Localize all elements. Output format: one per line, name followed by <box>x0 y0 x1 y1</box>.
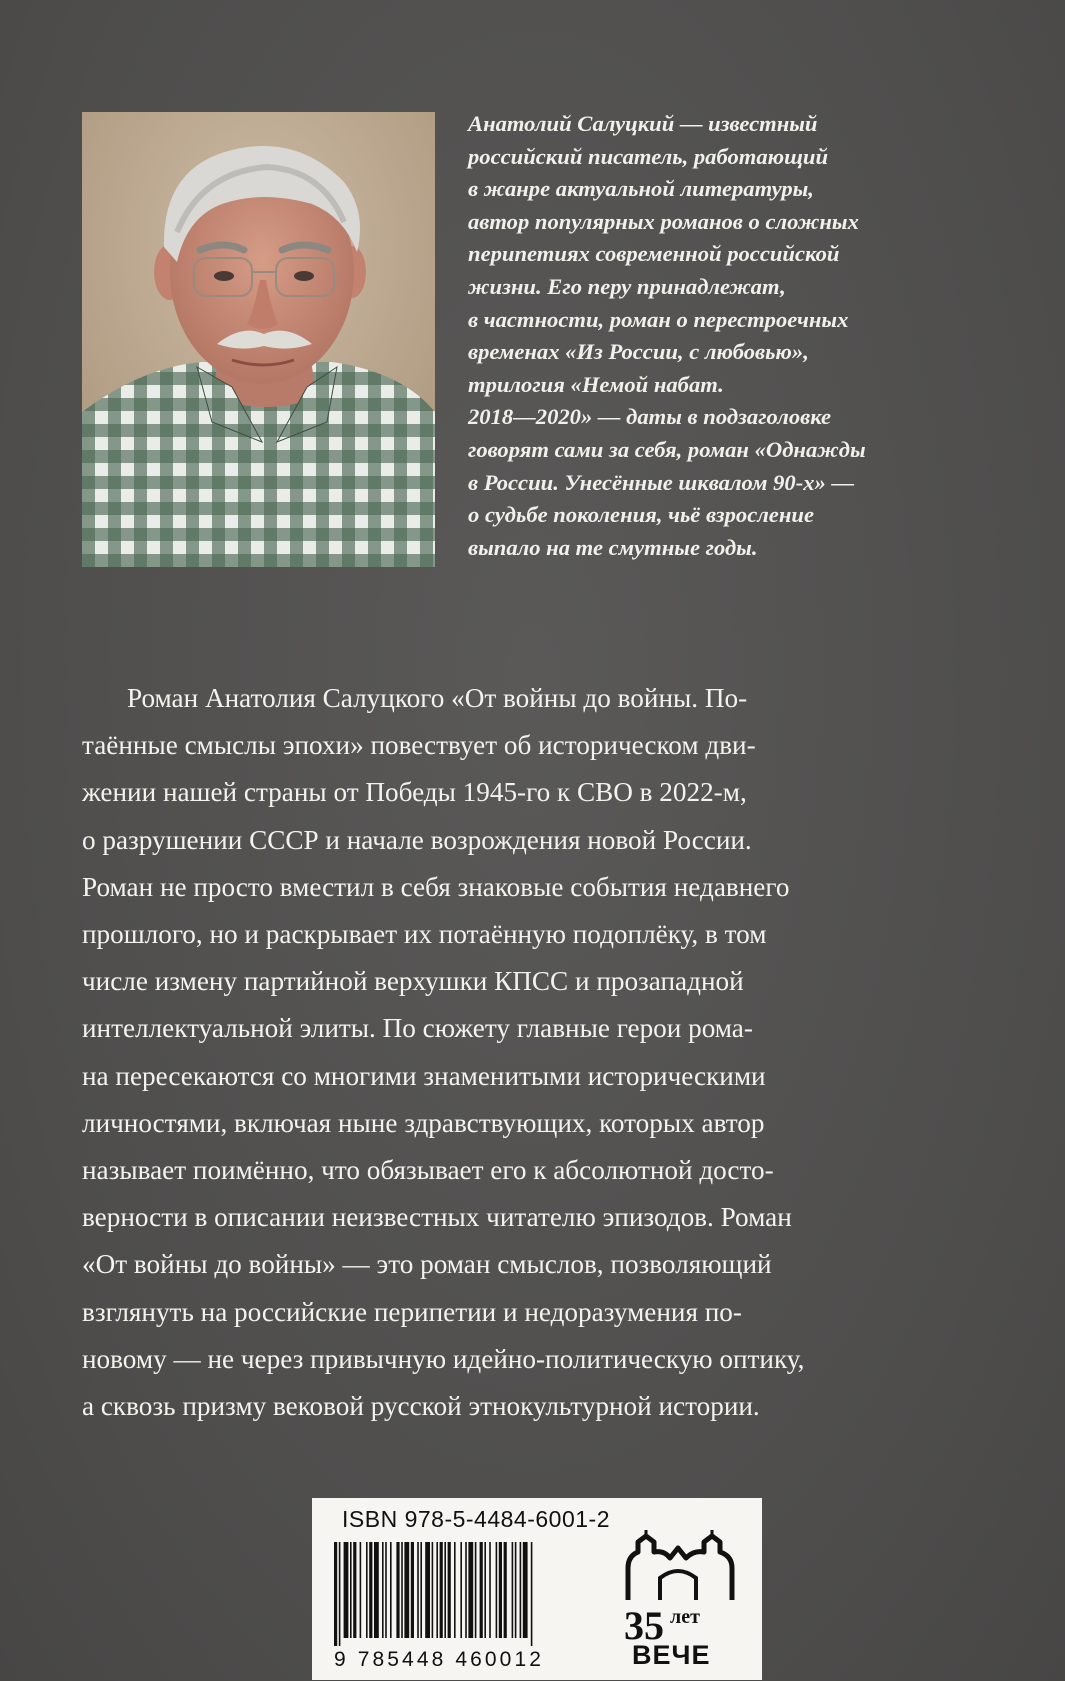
publisher-name: ВЕЧЕ <box>632 1640 711 1670</box>
annotation-line: прошлого, но и раскрывает их потаённую подоплёку, в том <box>82 919 767 950</box>
barcode-bar <box>475 1542 477 1638</box>
barcode-bar <box>515 1542 517 1638</box>
barcode-bar <box>390 1542 392 1638</box>
bio-line: временах «Из России, с любовью», <box>468 339 809 365</box>
barcode-bar <box>360 1542 362 1638</box>
annotation-line: жении нашей страны от Победы 1945-го к СВО в 2022-м, <box>82 777 747 808</box>
barcode-bar <box>404 1542 409 1638</box>
barcode-bar <box>401 1542 403 1638</box>
barcode-bar <box>454 1542 456 1638</box>
barcode-bar <box>432 1542 434 1638</box>
isbn-label: ISBN 978-5-4484-6001-2 <box>342 1506 610 1532</box>
annotation-line: Роман не просто вместил в себя знаковые события недавнего <box>82 871 790 902</box>
barcode-bar <box>334 1542 337 1646</box>
barcode-bar <box>425 1542 430 1638</box>
bio-line: выпало на те смутные годы. <box>468 534 758 560</box>
barcode-bar <box>374 1542 379 1638</box>
barcode-bar <box>520 1542 522 1638</box>
bio-line: в России. Унесённые шквалом 90-х» — <box>468 469 855 495</box>
annotation-line: числе измену партийной верхушки КПСС и прозападной <box>82 966 744 997</box>
annotation-line: о разрушении СССР и начале возрождения новой России. <box>82 824 752 855</box>
bio-line: в частности, роман о перестроечных <box>468 306 849 332</box>
barcode-bar <box>499 1542 502 1638</box>
barcode-bar <box>382 1542 384 1638</box>
publisher-years-label: лет <box>670 1606 700 1628</box>
bio-line: Анатолий Салуцкий — известный <box>468 111 818 136</box>
bio-line: говорят сами за себя, роман «Однажды <box>468 436 866 462</box>
annotation-line: взглянуть на российские перипетии и недоразумения по- <box>82 1296 742 1327</box>
barcode-bar <box>385 1542 387 1638</box>
barcode-bar <box>460 1542 462 1638</box>
barcode-bars <box>326 1542 616 1646</box>
publisher-logo-icon <box>620 1528 740 1606</box>
barcode-bar <box>531 1542 533 1646</box>
barcode-bar <box>465 1542 467 1638</box>
author-photo <box>82 112 435 567</box>
barcode-bar <box>523 1542 528 1638</box>
barcode-number: 9 785448 460012 <box>334 1648 544 1671</box>
bio-line: автор популярных романов о сложных <box>468 208 859 234</box>
barcode-bar <box>512 1542 514 1638</box>
barcode-bar <box>444 1542 446 1638</box>
barcode-bar <box>448 1542 451 1638</box>
annotation-line: называет поимённо, что обязывает его к абсолютной досто- <box>82 1155 774 1186</box>
annotation-line: новому — не через привычную идейно-политическую оптику, <box>82 1343 805 1374</box>
bio-line: 2018—2020» — даты в подзаголовке <box>468 404 832 430</box>
bio-line: о судьбе поколения, чьё взросление <box>468 502 814 528</box>
barcode-box <box>312 1498 762 1680</box>
book-annotation <box>82 675 1002 1430</box>
annotation-line: на пересекаются со многими знаменитыми историческими <box>82 1060 766 1091</box>
annotation-line: таённые смыслы эпохи» повествует об историческом дви- <box>82 730 756 761</box>
barcode-bar <box>344 1542 349 1638</box>
barcode-bar <box>396 1542 399 1638</box>
annotation-line: личностями, включая ныне здравствующих, которых автор <box>82 1107 765 1138</box>
barcode-bar <box>489 1542 491 1638</box>
bio-line: в жанре актуальной литературы, <box>468 176 814 202</box>
bio-line: жизни. Его перу принадлежат, <box>468 273 786 299</box>
author-bio <box>468 108 988 564</box>
publisher-years: 35 <box>624 1603 664 1648</box>
bio-line: трилогия «Немой набат. <box>468 371 724 397</box>
barcode-bar <box>420 1542 422 1638</box>
annotation-line: верности в описании неизвестных читателю эпизодов. Роман <box>82 1202 792 1233</box>
barcode-bar <box>339 1542 341 1646</box>
barcode-bar <box>366 1542 368 1638</box>
barcode-bar <box>496 1542 498 1638</box>
annotation-line: а сквозь призму вековой русской этнокультурной истории. <box>82 1391 760 1422</box>
bio-line: российский писатель, работающий <box>468 143 829 169</box>
barcode-bar <box>484 1542 486 1638</box>
barcode-bar <box>504 1542 507 1638</box>
barcode-bar <box>436 1542 438 1638</box>
annotation-line: Роман Анатолия Салуцкого «От войны до войны. По- <box>127 683 748 713</box>
barcode-bar <box>353 1542 356 1638</box>
bio-line: перипетиях современной российской <box>468 241 840 267</box>
barcode-bar <box>369 1542 372 1638</box>
barcode-bar <box>411 1542 414 1638</box>
annotation-line: интеллектуальной элиты. По сюжету главные герои рома- <box>82 1013 753 1044</box>
barcode-bar <box>440 1542 443 1638</box>
barcode-bar <box>480 1542 483 1638</box>
annotation-line: «От войны до войны» — это роман смыслов, позволяющий <box>82 1249 772 1280</box>
barcode-bar <box>468 1542 473 1638</box>
barcode-bar <box>350 1542 352 1638</box>
barcode-bar <box>417 1542 419 1638</box>
